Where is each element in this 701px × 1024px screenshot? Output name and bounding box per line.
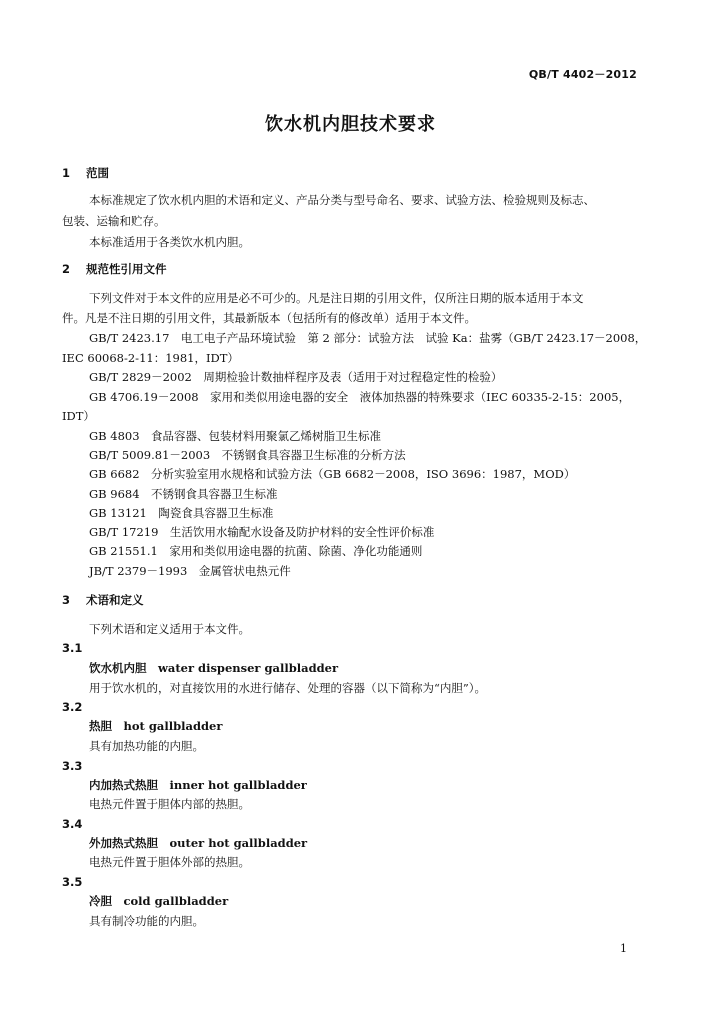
reference-item: GB 9684 不锈钢食具容器卫生标准 — [89, 487, 278, 501]
term-number: 3.3 — [62, 759, 83, 773]
reference-item: GB/T 17219 生活饮用水输配水设备及防护材料的安全性评价标准 — [89, 525, 435, 539]
term-number: 3.4 — [62, 817, 83, 831]
reference-item-continued: IEC 60068-2-11：1981，IDT） — [62, 351, 239, 365]
term-number: 3.5 — [62, 875, 83, 889]
term-name: 外加热式热胆 outer hot gallbladder — [89, 836, 308, 850]
term-name: 内加热式热胆 inner hot gallbladder — [89, 778, 307, 792]
reference-item: GB/T 5009.81－2003 不锈钢食具容器卫生标准的分析方法 — [89, 448, 406, 462]
section-1-number: 1 — [62, 166, 71, 180]
section-2-title: 规范性引用文件 — [86, 262, 167, 276]
section-1-paragraph-line: 包装、运输和贮存。 — [62, 214, 166, 228]
reference-item: GB 21551.1 家用和类似用途电器的抗菌、除菌、净化功能通则 — [89, 544, 423, 558]
section-3-title: 术语和定义 — [86, 593, 144, 607]
term-definition: 电热元件置于胆体内部的热胆。 — [89, 797, 250, 811]
document-title: 饮水机内胆技术要求 — [265, 114, 436, 135]
reference-item: GB/T 2423.17 电工电子产品环境试验 第 2 部分：试验方法 试验 Ka：盐雾（GB/T 2423.17－2008， — [89, 331, 647, 345]
term-definition: 电热元件置于胆体外部的热胆。 — [89, 855, 250, 869]
term-name: 冷胆 cold gallbladder — [89, 894, 229, 908]
reference-item: GB/T 2829－2002 周期检验计数抽样程序及表（适用于对过程稳定性的检验） — [89, 370, 503, 384]
term-name: 热胆 hot gallbladder — [89, 719, 223, 733]
section-2-intro-line: 下列文件对于本文件的应用是必不可少的。凡是注日期的引用文件，仅所注日期的版本适用于本文 — [89, 291, 584, 305]
section-1-paragraph: 本标准适用于各类饮水机内胆。 — [89, 235, 250, 249]
term-name: 饮水机内胆 water dispenser gallbladder — [89, 661, 339, 675]
term-number: 3.1 — [62, 641, 83, 655]
section-2-intro-line: 件。凡是不注日期的引用文件，其最新版本（包括所有的修改单）适用于本文件。 — [62, 311, 476, 325]
standard-code: QB/T 4402－2012 — [528, 68, 637, 81]
term-definition: 具有加热功能的内胆。 — [89, 739, 204, 753]
section-1-paragraph-line: 本标准规定了饮水机内胆的术语和定义、产品分类与型号命名、要求、试验方法、检验规则及标志、 — [89, 193, 595, 207]
reference-item: JB/T 2379－1993 金属管状电热元件 — [89, 564, 291, 578]
term-definition: 用于饮水机的，对直接饮用的水进行储存、处理的容器（以下简称为“内胆”）。 — [89, 681, 487, 695]
page-number: 1 — [620, 942, 627, 955]
section-2-heading — [62, 262, 167, 276]
section-3-intro: 下列术语和定义适用于本文件。 — [89, 622, 250, 636]
section-3-heading — [62, 593, 144, 607]
reference-item: GB 13121 陶瓷食具容器卫生标准 — [89, 506, 274, 520]
reference-item-continued: IDT） — [62, 409, 95, 423]
section-2-number: 2 — [62, 262, 71, 276]
term-definition: 具有制冷功能的内胆。 — [89, 914, 204, 928]
section-1-title: 范围 — [86, 166, 109, 180]
reference-item: GB 4803 食品容器、包装材料用聚氯乙烯树脂卫生标准 — [89, 429, 382, 443]
reference-item: GB 4706.19－2008 家用和类似用途电器的安全 液体加热器的特殊要求（IEC 60335-2-15：2005， — [89, 390, 631, 404]
reference-item: GB 6682 分析实验室用水规格和试验方法（GB 6682－2008，ISO 3696：1987，MOD） — [89, 467, 576, 481]
term-number: 3.2 — [62, 700, 83, 714]
section-3-number: 3 — [62, 593, 71, 607]
section-1-heading — [62, 166, 109, 180]
